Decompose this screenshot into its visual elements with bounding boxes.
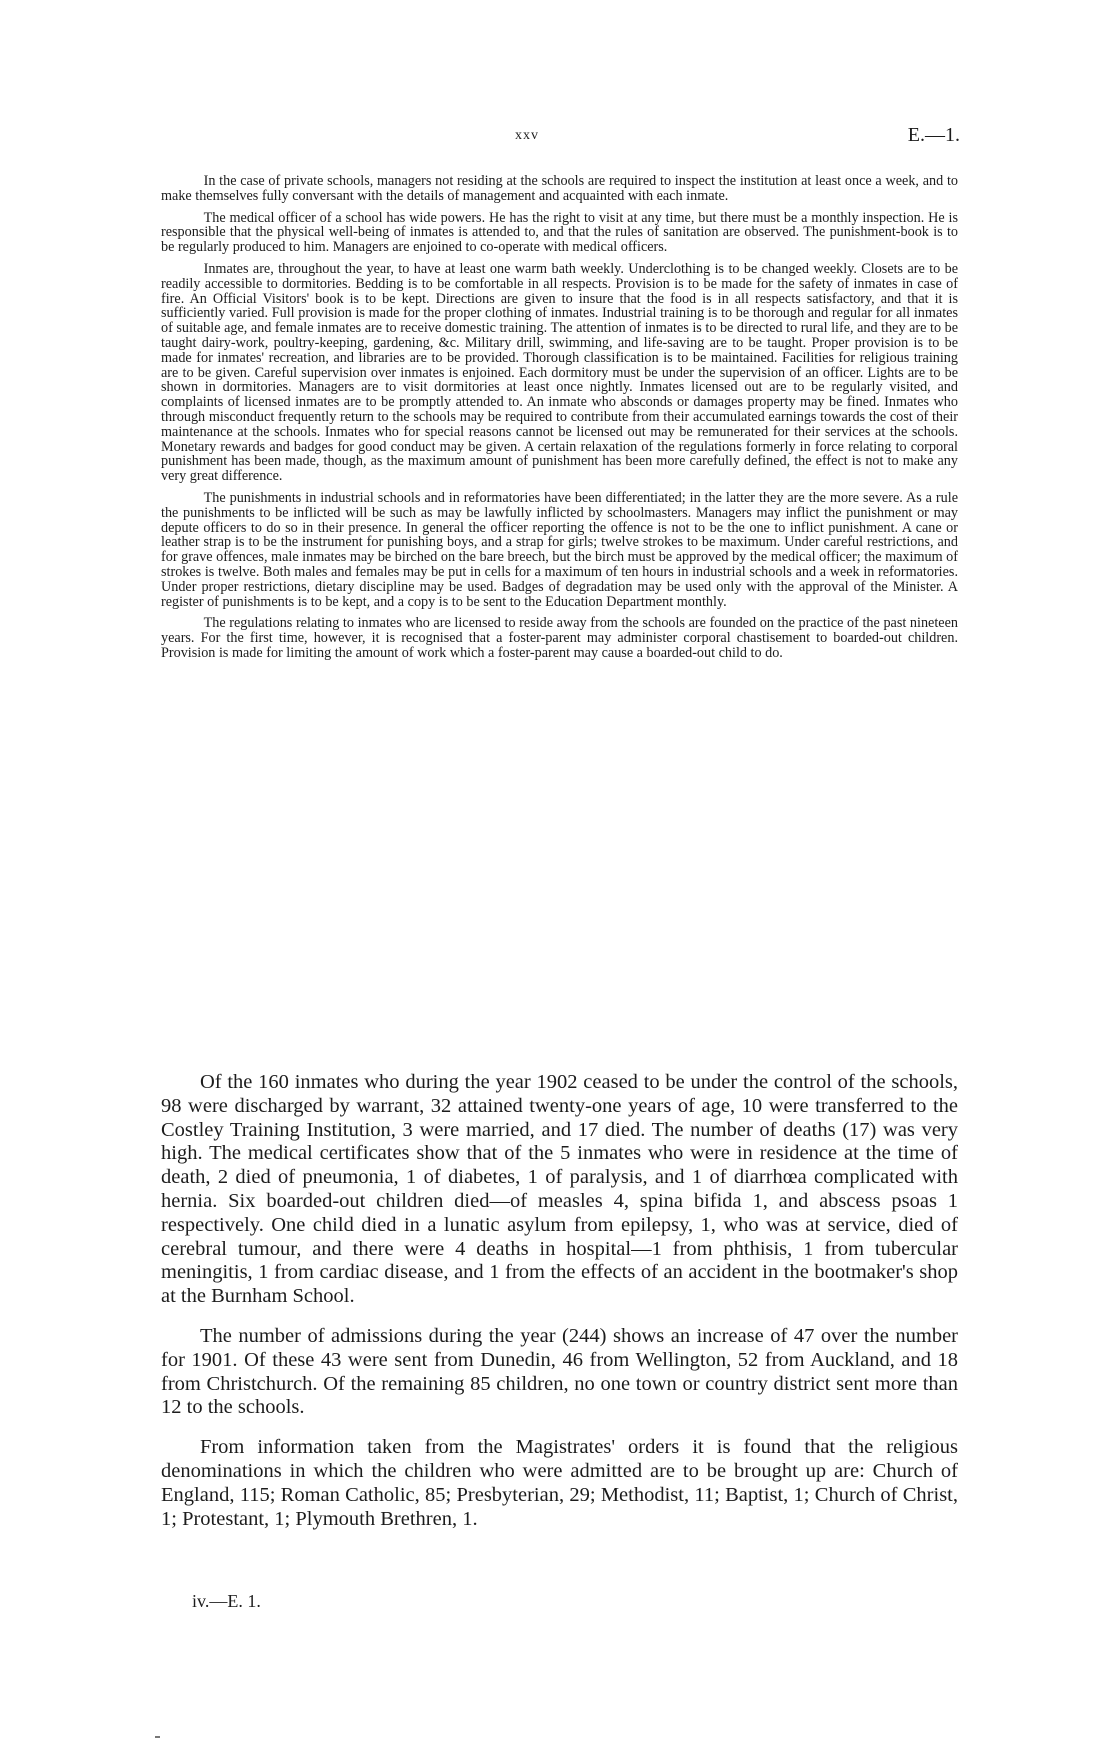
page-header bbox=[160, 124, 960, 152]
paragraph-discharges-deaths: Of the 160 inmates who during the year 1902 ceased to be under the control of the schools, 98 were discharged by warrant, 32 attained twenty-one years of age, 10 were transferred to the Costley Training Institution, 3 were married, and 17 died. The number of deaths (17) was very high. The medical certificates show that of the 5 inmates who were in residence at the time of death, 2 died of pneumonia, 1 of diabetes, 1 of paralysis, and 1 of diarrhœa complicated with hernia. Six boarded-out children died—of measles 4, spina bifida 1, and abscess psoas 1 respectively. One child died in a lunatic asylum from epilepsy, 1, who was at service, died of cerebral tumour, and there were 4 deaths in hospital—1 from phthisis, 1 from tubercular meningitis, 1 from cardiac disease, and 1 from the effects of an accident in the bootmaker's shop at the Burnham School. bbox=[161, 1071, 958, 1308]
scan-mark bbox=[155, 1736, 160, 1738]
paragraph-inmates-care: Inmates are, throughout the year, to have at least one warm bath weekly. Underclothing is to be changed weekly. Closets are to be readily accessible to dormitories. Bedding is to be comfortable in all respects. Provision is to be made for the safety of inmates in case of fire. An Official Visitors' book is to be kept. Directions are given to insure that the food is in all respects satisfactory, and that it is sufficiently varied. Full provision is made for the proper clothing of inmates. Industrial training is to be thorough and regular for all inmates of suitable age, and female inmates are to receive domestic training. The attention of inmates is to be directed to rural life, and they are to be taught dairy-work, poultry-keeping, gardening, &c. Military drill, swimming, and life-saving are to be taught. Proper provision is to be made for inmates' recreation, and libraries are to be provided. Thorough classification is to be maintained. Facilities for religious training are to be given. Careful supervision over inmates is enjoined. Each dormitory must be under the supervision of an officer. Lights are to be shown in dormitories. Managers are to visit dormitories at least once nightly. Inmates licensed out are to be regularly visited, and complaints of licensed inmates are to be promptly attended to. An inmate who absconds or damages property may be fined. Inmates who through misconduct frequently return to the schools may be required to contribute from their accumulated earnings towards the cost of their maintenance at the schools. Inmates who for special reasons cannot be licensed out may be remunerated for their services at the schools. Monetary rewards and badges for good conduct may be given. A certain relaxation of the regulations formerly in force relating to corporal punishment has been made, though, as the maximum amount of punishment has been more carefully defined, the effect is not to make any very great difference. bbox=[161, 260, 958, 485]
paragraph-medical-officer: The medical officer of a school has wide powers. He has the right to visit at any time, but there must be a monthly inspection. He is responsible that the physical well-being of inmates is attended to, and that the rules of sanitation are observed. The punishment-book is to be regularly produced to him. Managers are enjoined to co-operate with medical officers. bbox=[161, 209, 958, 256]
document-reference: E.—1. bbox=[907, 124, 960, 146]
paragraph-punishments: The punishments in industrial schools and in reformatories have been differentiated; in the latter they are the more severe. As a rule the punishments to be inflicted will be such as may be lawfully inflicted by schoolmasters. Managers may inflict the punishment or may depute officers to do so in their presence. In general the officer reporting the offence is not to be the one to inflict punishment. A cane or leather strap is to be the instrument for punishing boys, and a strap for girls; twelve strokes to be maximum. Under careful restrictions, and for grave offences, male inmates may be birched on the bare breech, but the birch must be approved by the medical officer; the maximum of strokes is twelve. Both males and females may be put in cells for a maximum of ten hours in industrial schools and a week in reformatories. Under proper restrictions, dietary discipline may be used. Badges of degradation may be used only with the approval of the Minister. A register of punishments is to be kept, and a copy is to be sent to the Education Department monthly. bbox=[161, 489, 958, 610]
statistics-section bbox=[161, 1071, 958, 1547]
paragraph-private-schools: In the case of private schools, managers not residing at the schools are required to inspect the institution at least once a week, and to make themselves fully conversant with the details of management and acquainted with each inmate. bbox=[161, 173, 958, 204]
paragraph-religious-denominations: From information taken from the Magistrates' orders it is found that the religious denominations in which the children who were admitted are to be brought up are: Church of England, 115; Roman Catholic, 85; Presbyterian, 29; Methodist, 11; Baptist, 1; Church of Christ, 1; Protestant, 1; Plymouth Brethren, 1. bbox=[161, 1436, 958, 1530]
paragraph-admissions: The number of admissions during the year (244) shows an increase of 47 over the number for 1901. Of these 43 were sent from Dunedin, 46 from Wellington, 52 from Auckland, and 18 from Christchurch. Of the remaining 85 children, no one town or country district sent more than 12 to the schools. bbox=[161, 1324, 958, 1419]
page-number: xxv bbox=[515, 128, 539, 143]
signature-mark: iv.—E. 1. bbox=[192, 1591, 261, 1611]
paragraph-licensed-inmates: The regulations relating to inmates who are licensed to reside away from the schools are founded on the practice of the past nineteen years. For the first time, however, it is recognised that a foster-parent may administer corporal chastisement to boarded-out children. Provision is made for limiting the amount of work which a foster-parent may cause a boarded-out child to do. bbox=[161, 615, 958, 661]
regulations-section bbox=[161, 174, 958, 668]
